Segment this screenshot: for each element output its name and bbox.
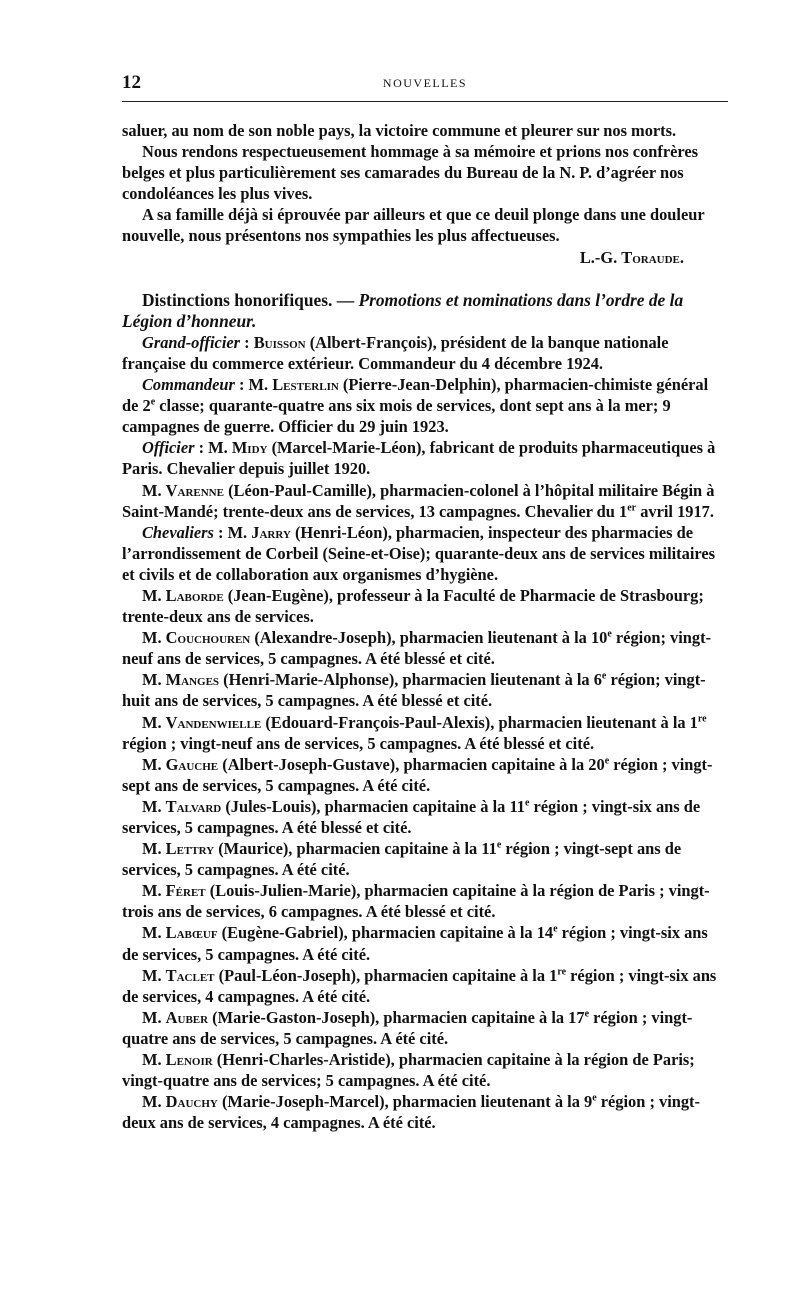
- section-subtitle: Promotions et nominations dans l’ordre de la Légion d’honneur.: [122, 289, 684, 331]
- running-head: NOUVELLES: [382, 76, 468, 90]
- grade-label: Commandeur: [142, 375, 235, 395]
- recipient-name: Lettry: [165, 839, 215, 859]
- honor-entry: M. Lenoir (Henri-Charles-Aristide), pharmacien capitaine à la région de Paris; vingt-quatre ans de services; 5 campagnes. A été cité.: [122, 1050, 695, 1091]
- recipient-name: Talvard: [165, 796, 222, 816]
- entry-text: (Maurice), pharmacien capitaine à la 11: [214, 839, 497, 859]
- ordinal-suffix: e: [496, 839, 502, 851]
- recipient-name: Jarry: [251, 522, 291, 542]
- entry-text: région ; vingt-sept ans de services, 5 campagnes. A été cité.: [122, 754, 713, 795]
- honor-entry: M. Taclet (Paul-Léon-Joseph), pharmacien capitaine à la 1re région ; vingt-six ans de services, 4 campagnes. A été cité.: [122, 965, 717, 1006]
- section-dash: —: [332, 289, 359, 310]
- entry-text: (Léon-Paul-Camille), pharmacien-colonel à l’hôpital militaire Bégin à Saint-Mandé; trente-deux ans de services, 13 campagnes. Chevalier du 1: [122, 480, 715, 521]
- entry-text: avril 1917.: [636, 501, 714, 521]
- obituary-paragraph: A sa famille déjà si éprouvée par ailleurs et que ce deuil plonge dans une douleur nouvelle, nous présentons nos sympathies les plus affectueuses.: [122, 205, 705, 246]
- recipient-name: Lesterlin: [272, 375, 339, 395]
- honor-entry: M. Gauche (Albert-Joseph-Gustave), pharmacien capitaine à la 20e région ; vingt-sept ans de services, 5 campagnes. A été cité.: [122, 754, 713, 795]
- recipient-name: Taclet: [165, 965, 215, 985]
- entry-text: classe; quarante-quatre ans six mois de services, dont sept ans à la mer; 9 campagnes de guerre. Officier du 29 juin 1923.: [122, 396, 671, 437]
- recipient-name: Varenne: [165, 480, 224, 500]
- ordinal-suffix: e: [592, 1092, 597, 1104]
- section-title: Distinctions honorifiques.: [142, 289, 333, 310]
- entry-text: (Alexandre-Joseph), pharmacien lieutenant à la 10: [250, 628, 608, 648]
- entry-text: région ; vingt-six ans de services, 5 campagnes. A été blessé et cité.: [122, 796, 701, 837]
- entry-text: région ; vingt-deux ans de services, 4 campagnes. A été cité.: [122, 1092, 700, 1133]
- grade-label: Officier: [142, 438, 195, 458]
- entry-text: (Henri-Charles-Aristide), pharmacien capitaine à la région de Paris; vingt-quatre ans de services; 5 campagnes. A été cité.: [122, 1050, 695, 1091]
- honor-entry: M. Labœuf (Eugène-Gabriel), pharmacien capitaine à la 14e région ; vingt-six ans de services, 5 campagnes. A été cité.: [122, 923, 708, 964]
- page-body: [122, 120, 728, 1133]
- honor-entry: Grand-officier : Buisson (Albert-François), président de la banque nationale française du commerce extérieur. Commandeur du 4 décembre 1924.: [122, 332, 669, 373]
- entry-text: (Henri-Léon), pharmacien, inspecteur des pharmacies de l’arrondissement de Corbeil (Seine-et-Oise); quarante-deux ans de services militaires et civils et de collaboration aux organismes d’hygiène.: [122, 522, 716, 584]
- entry-text: région ; vingt-sept ans de services, 5 campagnes. A été cité.: [122, 839, 682, 880]
- entry-text: (Marie-Gaston-Joseph), pharmacien capitaine à la 17: [208, 1007, 585, 1027]
- recipient-name: Labœuf: [165, 923, 218, 943]
- recipient-name: Lenoir: [165, 1050, 213, 1070]
- recipient-name: Laborde: [165, 585, 224, 605]
- signature-initials: L.-G.: [579, 247, 618, 267]
- honor-entry: M. Lettry (Maurice), pharmacien capitaine à la 11e région ; vingt-sept ans de services, 5 campagnes. A été cité.: [122, 839, 682, 880]
- grade-label: Chevaliers: [142, 522, 214, 542]
- ordinal-suffix: re: [697, 713, 707, 725]
- section-gap: [122, 268, 728, 290]
- ordinal-suffix: e: [524, 797, 530, 809]
- recipient-name: Dauchy: [165, 1092, 218, 1112]
- honor-entry: Commandeur : M. Lesterlin (Pierre-Jean-Delphin), pharmacien-chimiste général de 2e classe; quarante-quatre ans six mois de services, dont sept ans à la mer; 9 campagnes de guerre. Officier du 29 juin 1923.: [122, 375, 709, 437]
- ordinal-suffix: er: [627, 502, 637, 514]
- obituary-paragraph: Nous rendons respectueusement hommage à sa mémoire et prions nos confrères belges et plus particulièrement ses camarades du Bureau de la N. P. d’agréer nos condoléances les plus vives.: [122, 142, 699, 204]
- honor-entry: M. Laborde (Jean-Eugène), professeur à la Faculté de Pharmacie de Strasbourg; trente-deux ans de services.: [122, 585, 704, 627]
- ordinal-suffix: e: [604, 755, 610, 767]
- entry-text: (Marcel-Marie-Léon), fabricant de produits pharmaceutiques à Paris. Chevalier depuis juillet 1920.: [122, 438, 716, 479]
- honor-entry: M. Vandenwielle (Edouard-François-Paul-Alexis), pharmacien lieutenant à la 1re région ; vingt-neuf ans de services, 5 campagnes. A été blessé et cité.: [122, 712, 707, 753]
- recipient-name: Buisson: [253, 332, 306, 352]
- entry-text: (Louis-Julien-Marie), pharmacien capitaine à la région de Paris ; vingt-trois ans de services, 6 campagnes. A été blessé et cité.: [122, 881, 710, 922]
- honor-entry: M. Féret (Louis-Julien-Marie), pharmacien capitaine à la région de Paris ; vingt-trois ans de services, 6 campagnes. A été blessé et cité.: [122, 881, 710, 922]
- entry-text: région; vingt-huit ans de services, 5 campagnes. A été blessé et cité.: [122, 670, 706, 711]
- honor-entry: Officier : M. Midy (Marcel-Marie-Léon), fabricant de produits pharmaceutiques à Paris. Chevalier depuis juillet 1920.: [122, 438, 716, 479]
- recipient-name: Féret: [165, 881, 206, 901]
- entry-text: (Edouard-François-Paul-Alexis), pharmacien lieutenant à la 1: [261, 712, 698, 732]
- honor-entry: M. Varenne (Léon-Paul-Camille), pharmacien-colonel à l’hôpital militaire Bégin à Saint-Mandé; trente-deux ans de services, 13 campagnes. Chevalier du 1er avril 1917.: [122, 480, 715, 521]
- entry-text: (Albert-Joseph-Gustave), pharmacien capitaine à la 20: [218, 754, 605, 774]
- signature-name: Toraude.: [621, 247, 684, 267]
- honor-entry: M. Manges (Henri-Marie-Alphonse), pharmacien lieutenant à la 6e région; vingt-huit ans de services, 5 campagnes. A été blessé et cité.: [122, 670, 706, 711]
- ordinal-suffix: e: [584, 1008, 590, 1020]
- ordinal-suffix: e: [601, 670, 607, 682]
- recipient-name: Couchouren: [165, 628, 251, 648]
- obituary-paragraph: saluer, au nom de son noble pays, la victoire commune et pleurer sur nos morts.: [122, 121, 677, 140]
- recipient-name: Gauche: [165, 754, 219, 774]
- entry-text: (Jean-Eugène), professeur à la Faculté de Pharmacie de Strasbourg; trente-deux ans de services.: [122, 585, 704, 627]
- entry-text: (Marie-Joseph-Marcel), pharmacien lieutenant à la 9: [217, 1092, 593, 1112]
- entry-text: région; vingt-neuf ans de services, 5 campagnes. A été blessé et cité.: [122, 628, 712, 669]
- recipient-name: Auber: [165, 1007, 209, 1027]
- section-heading: [122, 290, 728, 332]
- ordinal-suffix: e: [553, 924, 558, 935]
- entry-text: (Paul-Léon-Joseph), pharmacien capitaine à la 1: [214, 965, 558, 985]
- entry-text: (Henri-Marie-Alphonse), pharmacien lieutenant à la 6: [219, 670, 602, 690]
- page-number: 12: [122, 72, 141, 93]
- honor-entry: M. Auber (Marie-Gaston-Joseph), pharmacien capitaine à la 17e région ; vingt-quatre ans de services, 5 campagnes. A été cité.: [122, 1007, 693, 1048]
- entry-text: (Pierre-Jean-Delphin), pharmacien-chimiste général de 2: [122, 375, 709, 416]
- recipient-name: Vandenwielle: [165, 712, 262, 732]
- grade-label: Grand-officier: [142, 332, 241, 352]
- entry-text: région ; vingt-neuf ans de services, 5 campagnes. A été blessé et cité.: [122, 733, 595, 753]
- header-rule: [122, 101, 728, 102]
- honor-entry: M. Dauchy (Marie-Joseph-Marcel), pharmacien lieutenant à la 9e région ; vingt-deux ans de services, 4 campagnes. A été cité.: [122, 1092, 700, 1133]
- entry-text: (Jules-Louis), pharmacien capitaine à la 11: [221, 796, 525, 816]
- entry-text: région ; vingt-six ans de services, 4 campagnes. A été cité.: [122, 965, 717, 1006]
- ordinal-suffix: e: [150, 396, 156, 408]
- entry-text: région ; vingt-six ans de services, 5 campagnes. A été cité.: [122, 923, 708, 964]
- recipient-name: Midy: [231, 438, 268, 458]
- entry-text: (Eugène-Gabriel), pharmacien capitaine à la 14: [217, 923, 554, 943]
- page-header: [122, 72, 728, 94]
- entry-text: (Albert-François), président de la banque nationale française du commerce extérieur. Commandeur du 4 décembre 1924.: [122, 332, 669, 373]
- honor-entry: M. Couchouren (Alexandre-Joseph), pharmacien lieutenant à la 10e région; vingt-neuf ans de services, 5 campagnes. A été blessé et cité.: [122, 628, 712, 669]
- honor-entry: M. Talvard (Jules-Louis), pharmacien capitaine à la 11e région ; vingt-six ans de services, 5 campagnes. A été blessé et cité.: [122, 796, 701, 837]
- ordinal-suffix: e: [607, 628, 612, 640]
- obituary-signature: [122, 247, 728, 268]
- ordinal-suffix: re: [557, 966, 567, 978]
- entry-text: région ; vingt-quatre ans de services, 5 campagnes. A été cité.: [122, 1007, 693, 1048]
- recipient-name: Manges: [165, 670, 220, 690]
- honor-entry: Chevaliers : M. Jarry (Henri-Léon), pharmacien, inspecteur des pharmacies de l’arrondissement de Corbeil (Seine-et-Oise); quarante-deux ans de services militaires et civils et de collaboration aux organismes d’hygiène.: [122, 522, 716, 584]
